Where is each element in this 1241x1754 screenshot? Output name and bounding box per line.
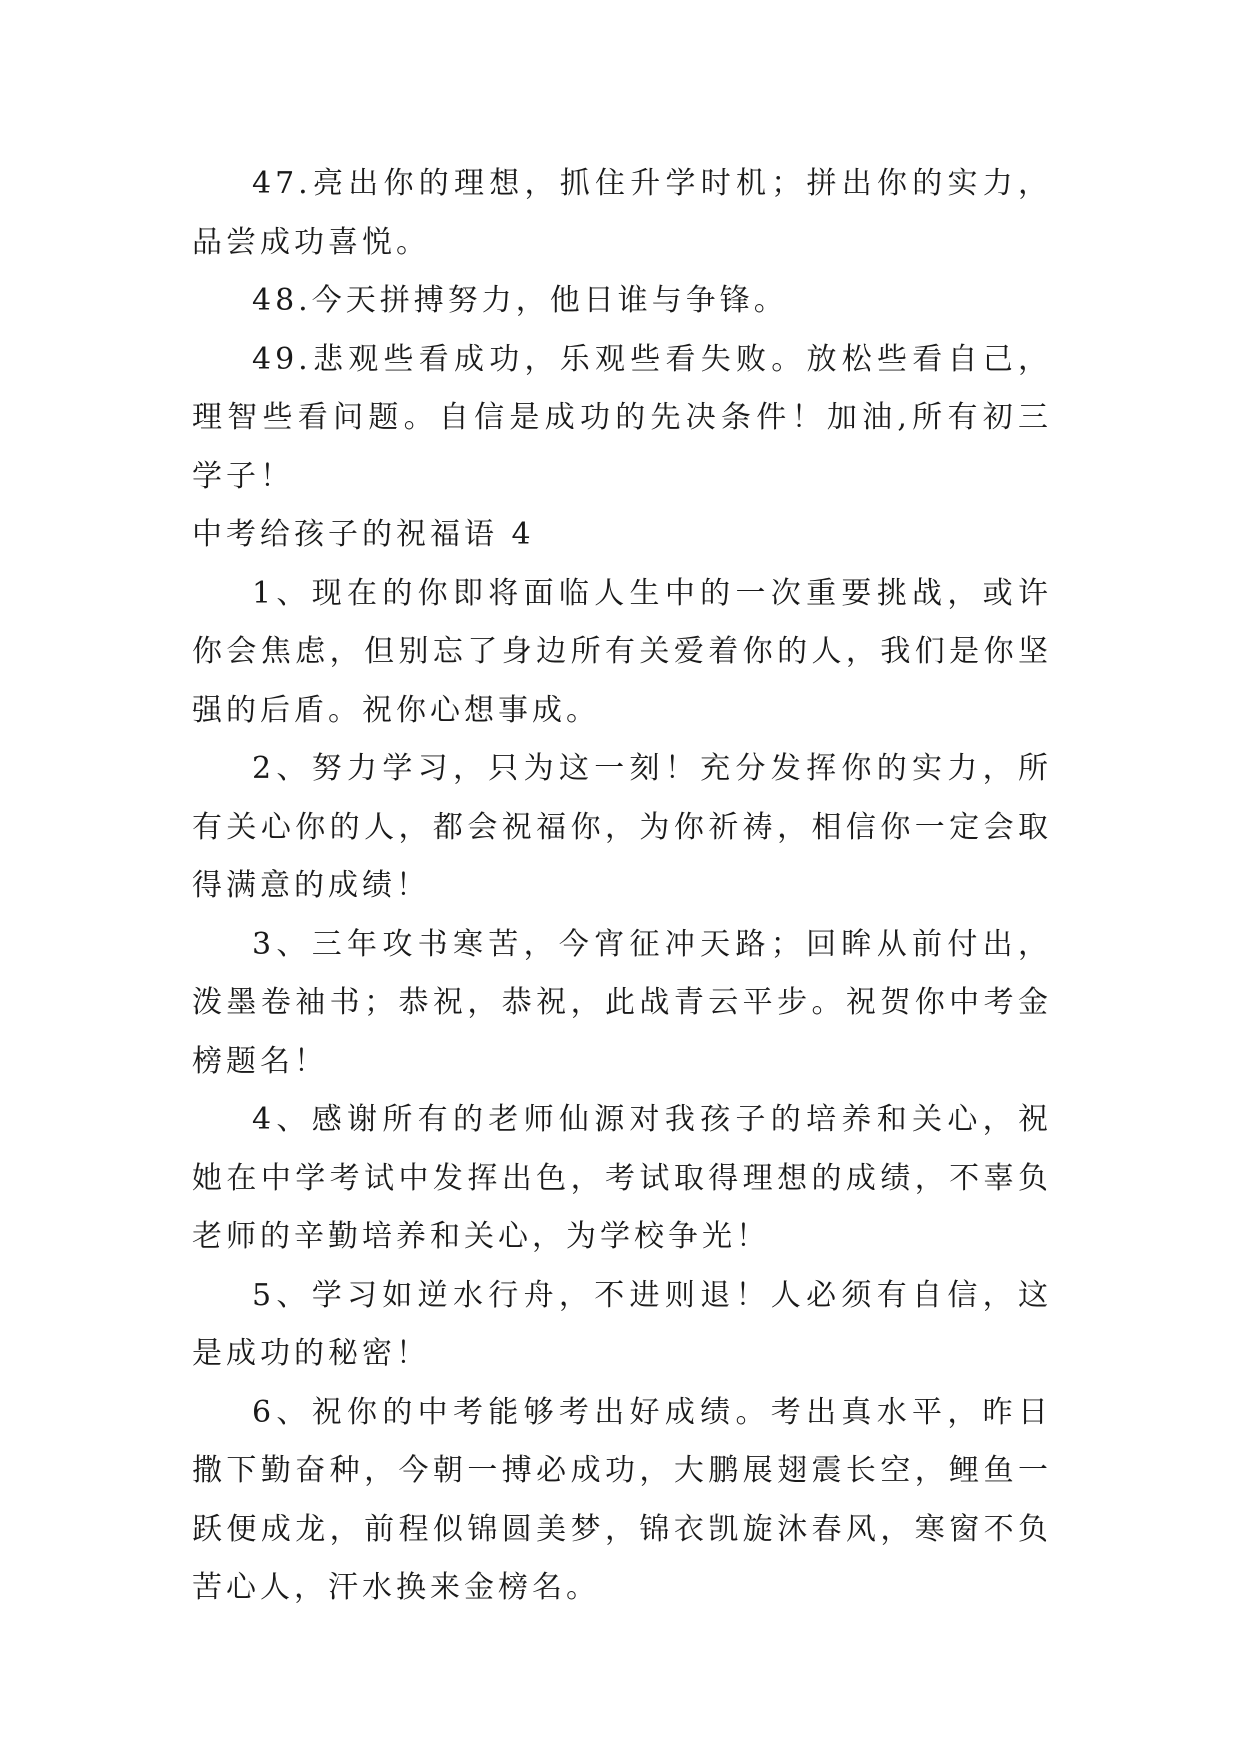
paragraph-48: 48.今天拼搏努力，他日谁与争锋。 [252,283,788,318]
document-body [192,155,1052,1618]
paragraph-6: 6、祝你的中考能够考出好成绩。考出真水平，昨日撒下勤奋种，今朝一搏必成功，大鹏展翅震长空，鲤鱼一跃便成龙，前程似锦圆美梦，锦衣凯旋沐春风，寒窗不负苦心人，汗水换来金榜名。 [192,1394,1052,1605]
paragraph-5: 5、学习如逆水行舟，不进则退！人必须有自信，这是成功的秘密！ [192,1277,1052,1371]
paragraph-1: 1、现在的你即将面临人生中的一次重要挑战，或许你会焦虑，但别忘了身边所有关爱着你的人，我们是你坚强的后盾。祝你心想事成。 [192,575,1052,728]
paragraph-49: 49.悲观些看成功，乐观些看失败。放松些看自己，理智些看问题。自信是成功的先决条件！加油,所有初三学子！ [192,341,1052,494]
paragraph-47: 47.亮出你的理想，抓住升学时机；拼出你的实力，品尝成功喜悦。 [192,166,1052,260]
paragraph-2: 2、努力学习，只为这一刻！充分发挥你的实力，所有关心你的人，都会祝福你，为你祈祷，相信你一定会取得满意的成绩！ [192,751,1052,903]
paragraph-3: 3、三年攻书寒苦，今宵征冲天路；回眸从前付出，泼墨卷袖书；恭祝，恭祝，此战青云平步。祝贺你中考金榜题名！ [192,926,1052,1079]
paragraph-4: 4、感谢所有的老师仙源对我孩子的培养和关心，祝她在中学考试中发挥出色，考试取得理想的成绩，不辜负老师的辛勤培养和关心，为学校争光！ [192,1102,1052,1254]
section-heading: 中考给孩子的祝福语 4 [192,517,535,552]
